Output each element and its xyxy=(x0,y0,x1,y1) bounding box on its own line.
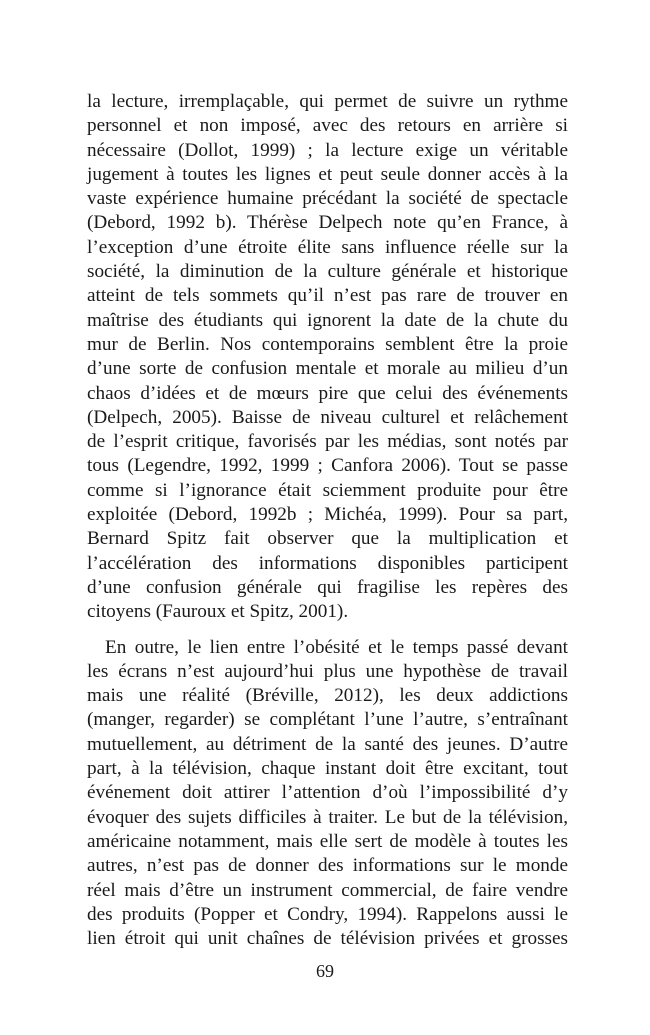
text-line: de l’esprit critique, favorisés par les médias, sont notés par xyxy=(87,431,568,453)
text-line: l’exception d’une étroite élite sans influence réelle sur la xyxy=(87,236,568,258)
text-line: (Delpech, 2005). Baisse de niveau culturel et relâchement xyxy=(87,406,568,428)
text-line: Bernard Spitz fait observer que la multiplication et xyxy=(87,528,568,550)
text-line: atteint de tels sommets qu’il n’est pas rare de trouver en xyxy=(87,285,568,307)
text-line: nécessaire (Dollot, 1999) ; la lecture exige un véritable xyxy=(87,139,568,161)
text-line: part, à la télévision, chaque instant doit être excitant, tout xyxy=(87,758,568,780)
page-body xyxy=(87,90,568,951)
text-line: (manger, regarder) se complétant l’une l’autre, s’entraînant xyxy=(87,709,568,731)
text-line: la lecture, irremplaçable, qui permet de suivre un rythme xyxy=(87,91,568,112)
text-line: d’une sorte de confusion mentale et morale au milieu d’un xyxy=(87,358,568,380)
text-line: citoyens (Fauroux et Spitz, 2001). xyxy=(87,601,349,623)
text-line: mur de Berlin. Nos contemporains semblent être la proie xyxy=(87,333,568,355)
text-line: jugement à toutes les lignes et peut seule donner accès à la xyxy=(87,163,568,185)
text-line: réel mais d’être un instrument commercial, de faire vendre xyxy=(87,879,568,901)
text-line: l’accélération des informations disponibles participent xyxy=(87,552,568,574)
paragraph xyxy=(87,636,568,952)
text-line: des produits (Popper et Condry, 1994). Rappelons aussi le xyxy=(87,903,568,925)
text-line: chaos d’idées et de mœurs pire que celui des événements xyxy=(87,382,568,404)
text-line: d’une confusion générale qui fragilise les repères des xyxy=(87,576,568,598)
text-line: personnel et non imposé, avec des retours en arrière si xyxy=(87,115,568,137)
text-line: autres, n’est pas de donner des informations sur le monde xyxy=(87,855,568,877)
text-line: En outre, le lien entre l’obésité et le temps passé devant xyxy=(105,636,568,658)
text-line: américaine notamment, mais elle sert de modèle à toutes les xyxy=(87,830,568,852)
text-line: maîtrise des étudiants qui ignorent la date de la chute du xyxy=(87,309,568,331)
text-line: évoquer des sujets difficiles à traiter. Le but de la télévision, xyxy=(87,806,568,828)
text-line: lien étroit qui unit chaînes de télévision privées et grosses xyxy=(87,928,568,950)
text-line: vaste expérience humaine précédant la société de spectacle xyxy=(87,188,568,210)
text-line: mais une réalité (Bréville, 2012), les deux addictions xyxy=(87,685,568,707)
text-line: (Debord, 1992 b). Thérèse Delpech note qu’en France, à xyxy=(87,212,568,234)
text-line: événement doit attirer l’attention d’où l’impossibilité d’y xyxy=(87,782,568,804)
text-line: exploitée (Debord, 1992b ; Michéa, 1999). Pour sa part, xyxy=(87,504,568,526)
text-line: tous (Legendre, 1992, 1999 ; Canfora 2006). Tout se passe xyxy=(87,455,568,477)
text-line: les écrans n’est aujourd’hui plus une hypothèse de travail xyxy=(87,660,568,682)
paragraph-gap xyxy=(87,625,568,636)
paragraph xyxy=(87,90,568,625)
text-line: mutuellement, au détriment de la santé des jeunes. D’autre xyxy=(87,733,568,755)
text-line: société, la diminution de la culture générale et historique xyxy=(87,261,568,283)
text-line: comme si l’ignorance était sciemment produite pour être xyxy=(87,479,568,501)
page-number: 69 xyxy=(316,961,334,981)
